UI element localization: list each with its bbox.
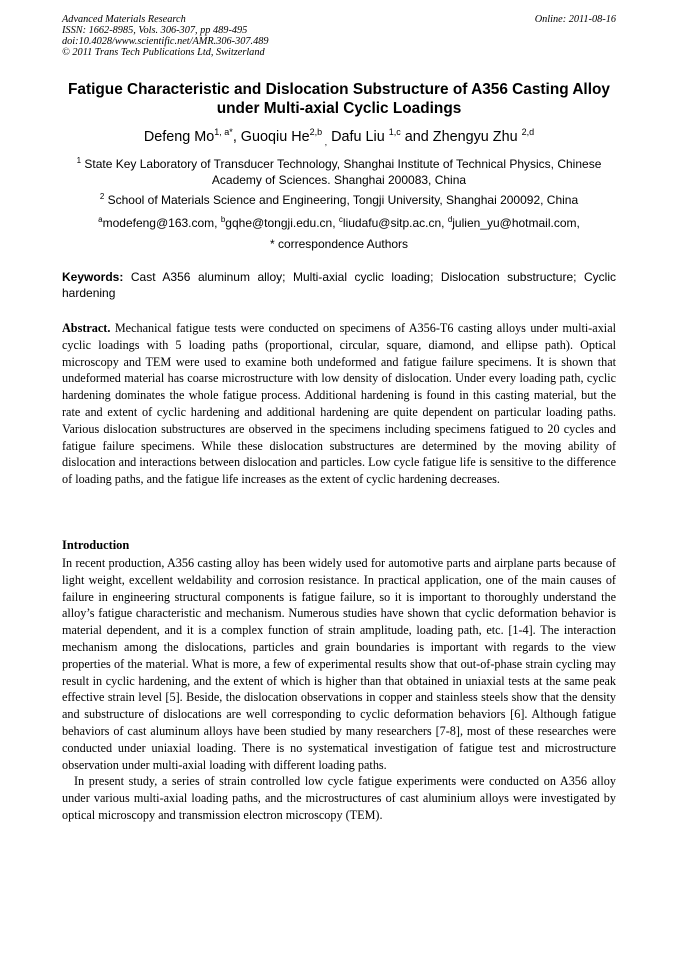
paper-title: Fatigue Characteristic and Dislocation Substructure of A356 Casting Alloy under Multi-axial Cyclic Loadings <box>68 81 610 117</box>
paragraph: In present study, a series of strain controlled low cycle fatigue experiments were conducted on A356 alloy under various multi-axial loading paths, and the microstructures of cast aluminium alloys were investigated by optical microscopy and transmission electron microscopy (TEM). <box>62 774 616 822</box>
affiliation-mark: 2 <box>99 192 105 201</box>
email-mark: a <box>98 215 103 224</box>
author-affiliation-mark: 2,d <box>521 127 535 137</box>
author-name: Zhengyu Zhu <box>432 129 522 145</box>
author-affiliation-mark: 1,c <box>388 127 401 137</box>
doi-line: doi:10.4028/www.scientific.net/AMR.306-307.489 <box>62 36 269 47</box>
abstract-label: Abstract. <box>62 321 111 335</box>
email-line <box>62 215 616 231</box>
email-address: gqhe@tongji.edu.cn, <box>225 216 339 230</box>
section-title-introduction: Introduction <box>62 538 130 552</box>
keywords-label: Keywords: <box>62 270 124 284</box>
paragraph: In recent production, A356 casting alloy has been widely used for automotive parts and airplane parts because of light weight, excellent weldability and corrosion resistance. In practical application, one of the main causes of failure in engineering structural components is fatigue failure, so it is important to thoroughly understand the alloy’s fatigue characteristic and mechanism. Numerous studies have shown that cyclic deformation behavior is material dependent, and it is a complex function of strain amplitude, loading path, etc. [1-4]. The interaction mechanism among the dislocations, particles and grain boundaries is important with regards to the view properties of the material. What is more, a few of experimental results show that out-of-phase strain cycling may result in cyclic hardening, and the extent of which is higher than that obtained in uniaxial tests at the same peak effective strain level [5]. Beside, the dislocation observations in copper and stainless steels show that the density and substructure of dislocations are well corresponding to cyclic deformation behaviors [6]. Although fatigue behaviors of cast aluminum alloys have been studied by many researchers [7-8], most of these researches were conducted under uniaxial loading. There is no systematical investigation of fatigue test and microstructure observation under multi-axial loading with different loading paths. <box>62 556 616 772</box>
author-name: Defeng Mo <box>143 129 215 145</box>
affiliation-2 <box>62 192 616 208</box>
email-mark: c <box>338 215 343 224</box>
abstract-section <box>62 320 616 488</box>
affiliation-mark: 1 <box>76 156 82 165</box>
affiliation-text: State Key Laboratory of Transducer Technology, Shanghai Institute of Technical Physics, Chinese Academy of Sciences. Shanghai 200083, China <box>81 157 602 187</box>
author-name: Dafu Liu <box>327 129 389 145</box>
author-separator: , <box>322 137 328 147</box>
author-affiliation-mark: 2,b <box>309 127 323 137</box>
keywords-section <box>62 269 616 301</box>
introduction-body <box>62 555 616 824</box>
correspondence-note: * correspondence Authors <box>269 237 409 251</box>
email-address: liudafu@sitp.ac.cn, <box>342 216 448 230</box>
affiliation-text: School of Materials Science and Engineering, Tongji University, Shanghai 200092, China <box>104 193 579 207</box>
journal-header <box>62 14 422 58</box>
email-mark: b <box>220 215 226 224</box>
abstract-text: Mechanical fatigue tests were conducted on specimens of A356-T6 casting alloys under multi-axial cyclic loadings with 5 loading paths (proportional, circular, square, diamond, and ellipse path). Optical microscopy and TEM were used to examine both undeformed and fatigue failure specimens. It is shown that undeformed material has coarse microstructure with low density of dislocation. Under every loading path, cyclic hardening dominates the whole fatigue process. Additional hardening is found in this casting material, but the rate and extent of cyclic hardening and additional hardening are quite dependent on particular loading paths. Various dislocation substructures are observed in the specimens including specimens fatigued to 20 cycles and fatigue failure specimens. While these dislocation substructures are determined by the moving ability of dislocation and interactions between dislocation and particles. Low cycle fatigue life is sensitive to the difference of loading paths, and the fatigue life increases as the extent of cyclic hardening decreases. <box>62 321 616 487</box>
author-name: Guoqiu He <box>236 129 310 145</box>
copyright-line: © 2011 Trans Tech Publications Ltd, Switzerland <box>62 47 265 58</box>
author-affiliation-mark: 1, a* <box>214 127 233 137</box>
affiliation-1 <box>62 156 616 188</box>
email-address: julien_yu@hotmail.com, <box>452 216 580 230</box>
author-separator: , <box>232 129 237 145</box>
author-line <box>62 127 616 147</box>
author-separator: and <box>400 129 433 145</box>
online-date: Online: 2011-08-16 <box>534 14 616 25</box>
journal-name: Advanced Materials Research <box>62 14 186 25</box>
issn-line: ISSN: 1662-8985, Vols. 306-307, pp 489-495 <box>62 25 248 36</box>
email-address: modefeng@163.com, <box>102 216 221 230</box>
email-mark: d <box>447 215 453 224</box>
keywords-text: Cast A356 aluminum alloy; Multi-axial cyclic loading; Dislocation substructure; Cyclic hardening <box>62 270 616 300</box>
